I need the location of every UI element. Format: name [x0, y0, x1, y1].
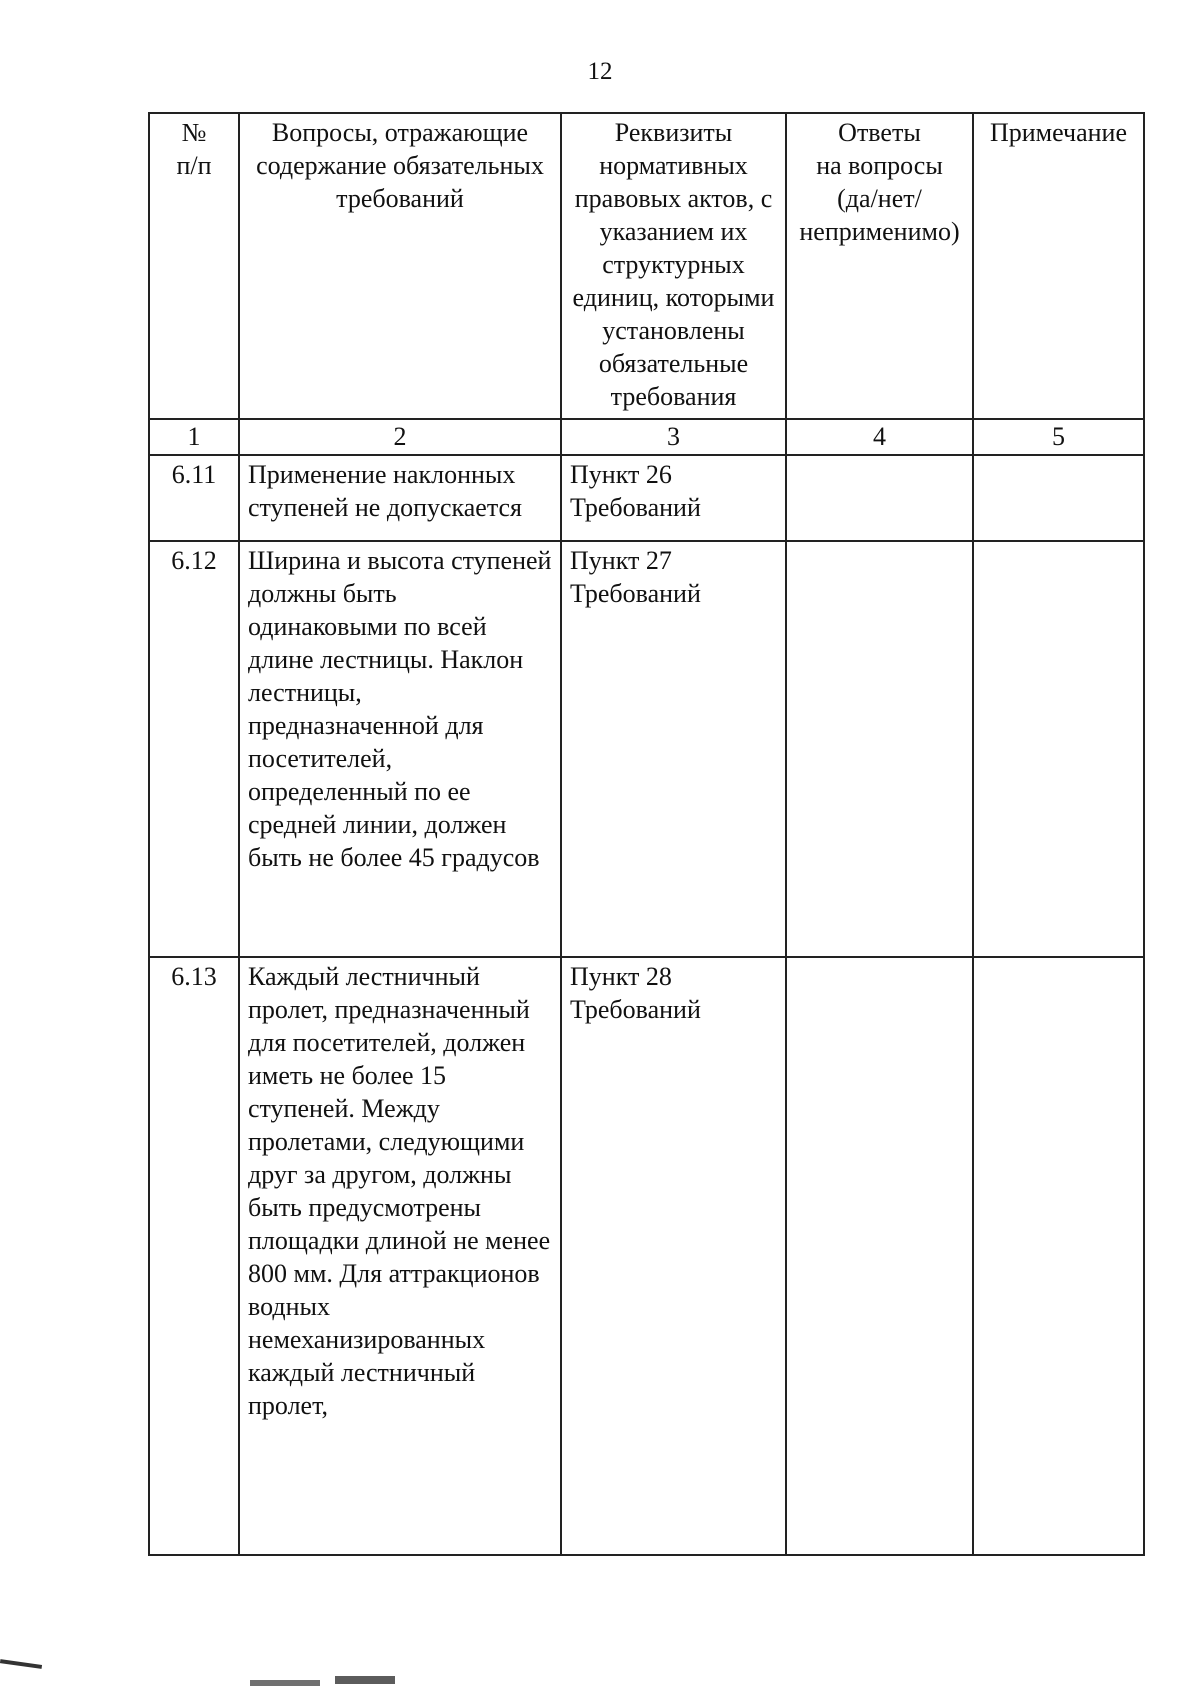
column-number: 1	[149, 419, 239, 455]
row-answer	[786, 455, 973, 541]
table-header-row	[149, 113, 1144, 419]
table-row	[149, 541, 1144, 957]
header-reference: Реквизиты нормативных правовых актов, с указанием их структурных единиц, которыми установлены обязательные требования	[561, 113, 786, 419]
row-reference: Пункт 28 Требований	[561, 957, 786, 1555]
row-answer	[786, 957, 973, 1555]
row-question: Каждый лестничный пролет, предназначенный для посетителей, должен иметь не более 15 ступеней. Между пролетами, следующими друг за другом, должны быть предусмотрены площадки длиной не менее 800 мм. Для аттракционов водных немеханизированных каждый лестничный пролет,	[239, 957, 561, 1555]
column-number: 2	[239, 419, 561, 455]
row-reference: Пункт 27 Требований	[561, 541, 786, 957]
row-reference: Пункт 26 Требований	[561, 455, 786, 541]
scan-mark	[0, 1659, 42, 1669]
row-note	[973, 455, 1144, 541]
row-number: 6.13	[149, 957, 239, 1555]
header-note: Примечание	[973, 113, 1144, 419]
table-row	[149, 455, 1144, 541]
header-number: № п/п	[149, 113, 239, 419]
scan-mark	[250, 1680, 320, 1686]
column-number: 3	[561, 419, 786, 455]
row-number: 6.12	[149, 541, 239, 957]
page-number: 12	[587, 58, 613, 85]
table-row	[149, 957, 1144, 1555]
column-number: 5	[973, 419, 1144, 455]
row-question: Применение наклонных ступеней не допускается	[239, 455, 561, 541]
header-question: Вопросы, отражающие содержание обязательных требований	[239, 113, 561, 419]
row-number: 6.11	[149, 455, 239, 541]
header-answer: Ответы на вопросы (да/нет/ неприменимо)	[786, 113, 973, 419]
column-number: 4	[786, 419, 973, 455]
row-question: Ширина и высота ступеней должны быть одинаковыми по всей длине лестницы. Наклон лестницы, предназначенной для посетителей, определенный по ее средней линии, должен быть не более 45 градусов	[239, 541, 561, 957]
row-note	[973, 957, 1144, 1555]
row-answer	[786, 541, 973, 957]
row-note	[973, 541, 1144, 957]
scan-mark	[335, 1676, 395, 1684]
requirements-table	[148, 112, 1145, 1556]
column-numbers-row	[149, 419, 1144, 455]
